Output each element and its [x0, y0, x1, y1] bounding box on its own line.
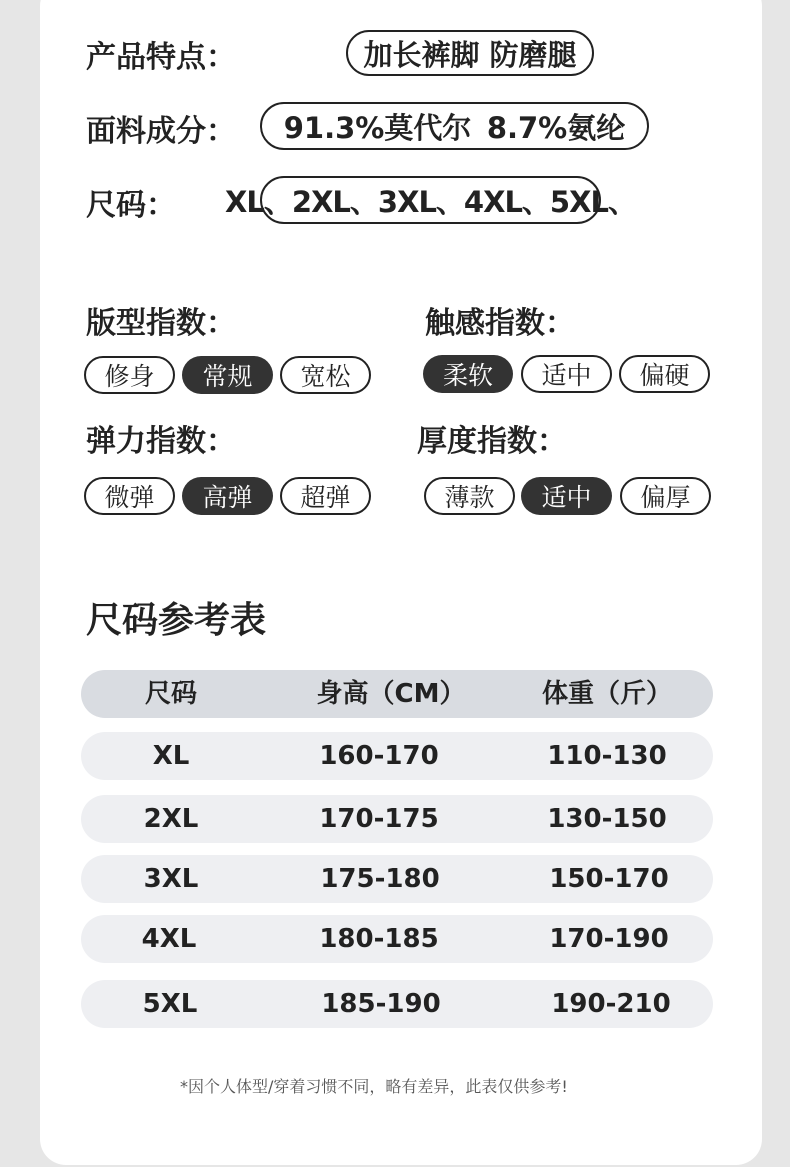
row-height: 185-190 [321, 989, 441, 1019]
header-height: 身高（CM） [316, 679, 466, 709]
elastic-option-super: 超弹 [280, 477, 371, 515]
table-row [81, 855, 713, 903]
row-size: 4XL [141, 924, 197, 954]
elastic-index-label: 弹力指数： [86, 424, 236, 459]
fit-index-label: 版型指数： [86, 306, 236, 341]
thickness-option-thin: 薄款 [424, 477, 515, 515]
elastic-option-high: 高弹 [182, 477, 273, 515]
row-size: 5XL [142, 989, 198, 1019]
row-height: 160-170 [319, 741, 439, 771]
elastic-option-slight: 微弹 [84, 477, 175, 515]
row-size: 3XL [143, 864, 199, 894]
disclaimer-note: *因个人体型/穿着习惯不同，略有差异，此表仅供参考! [180, 1077, 568, 1096]
fit-option-slim: 修身 [84, 356, 175, 394]
touch-index-label: 触感指数： [425, 306, 575, 341]
size-value: XL、2XL、3XL、4XL、5XL、 [225, 184, 636, 219]
row-height: 170-175 [319, 804, 439, 834]
header-size: 尺码 [144, 679, 198, 709]
table-row [81, 915, 713, 963]
fit-option-regular: 常规 [182, 356, 273, 394]
row-weight: 110-130 [547, 741, 667, 771]
table-row [81, 732, 713, 780]
product-feature-value: 加长裤脚 防磨腿 [363, 37, 577, 72]
fabric-value-modal: 91.3%莫代尔 [283, 110, 472, 145]
fabric-label: 面料成分： [86, 114, 236, 149]
row-height: 175-180 [320, 864, 440, 894]
table-row [81, 795, 713, 843]
row-weight: 130-150 [547, 804, 667, 834]
fabric-pill [260, 102, 649, 150]
size-table-header [81, 670, 713, 718]
thickness-option-medium: 适中 [521, 477, 612, 515]
row-weight: 190-210 [551, 989, 671, 1019]
header-weight: 体重（斤） [541, 679, 673, 709]
touch-option-soft: 柔软 [423, 355, 513, 393]
touch-option-medium: 适中 [521, 355, 612, 393]
thickness-option-thick: 偏厚 [620, 477, 711, 515]
row-weight: 150-170 [549, 864, 669, 894]
row-height: 180-185 [319, 924, 439, 954]
row-size: 2XL [143, 804, 199, 834]
fit-option-loose: 宽松 [280, 356, 371, 394]
touch-option-hard: 偏硬 [619, 355, 710, 393]
size-table-title: 尺码参考表 [86, 600, 267, 641]
table-row [81, 980, 713, 1028]
row-weight: 170-190 [549, 924, 669, 954]
row-size: XL [152, 741, 190, 771]
size-label: 尺码： [86, 188, 176, 223]
size-pill [225, 176, 636, 224]
thickness-index-label: 厚度指数： [417, 424, 567, 459]
fabric-value-spandex: 8.7%氨纶 [486, 110, 626, 145]
product-feature-label: 产品特点： [86, 40, 236, 75]
product-feature-pill [346, 30, 594, 76]
